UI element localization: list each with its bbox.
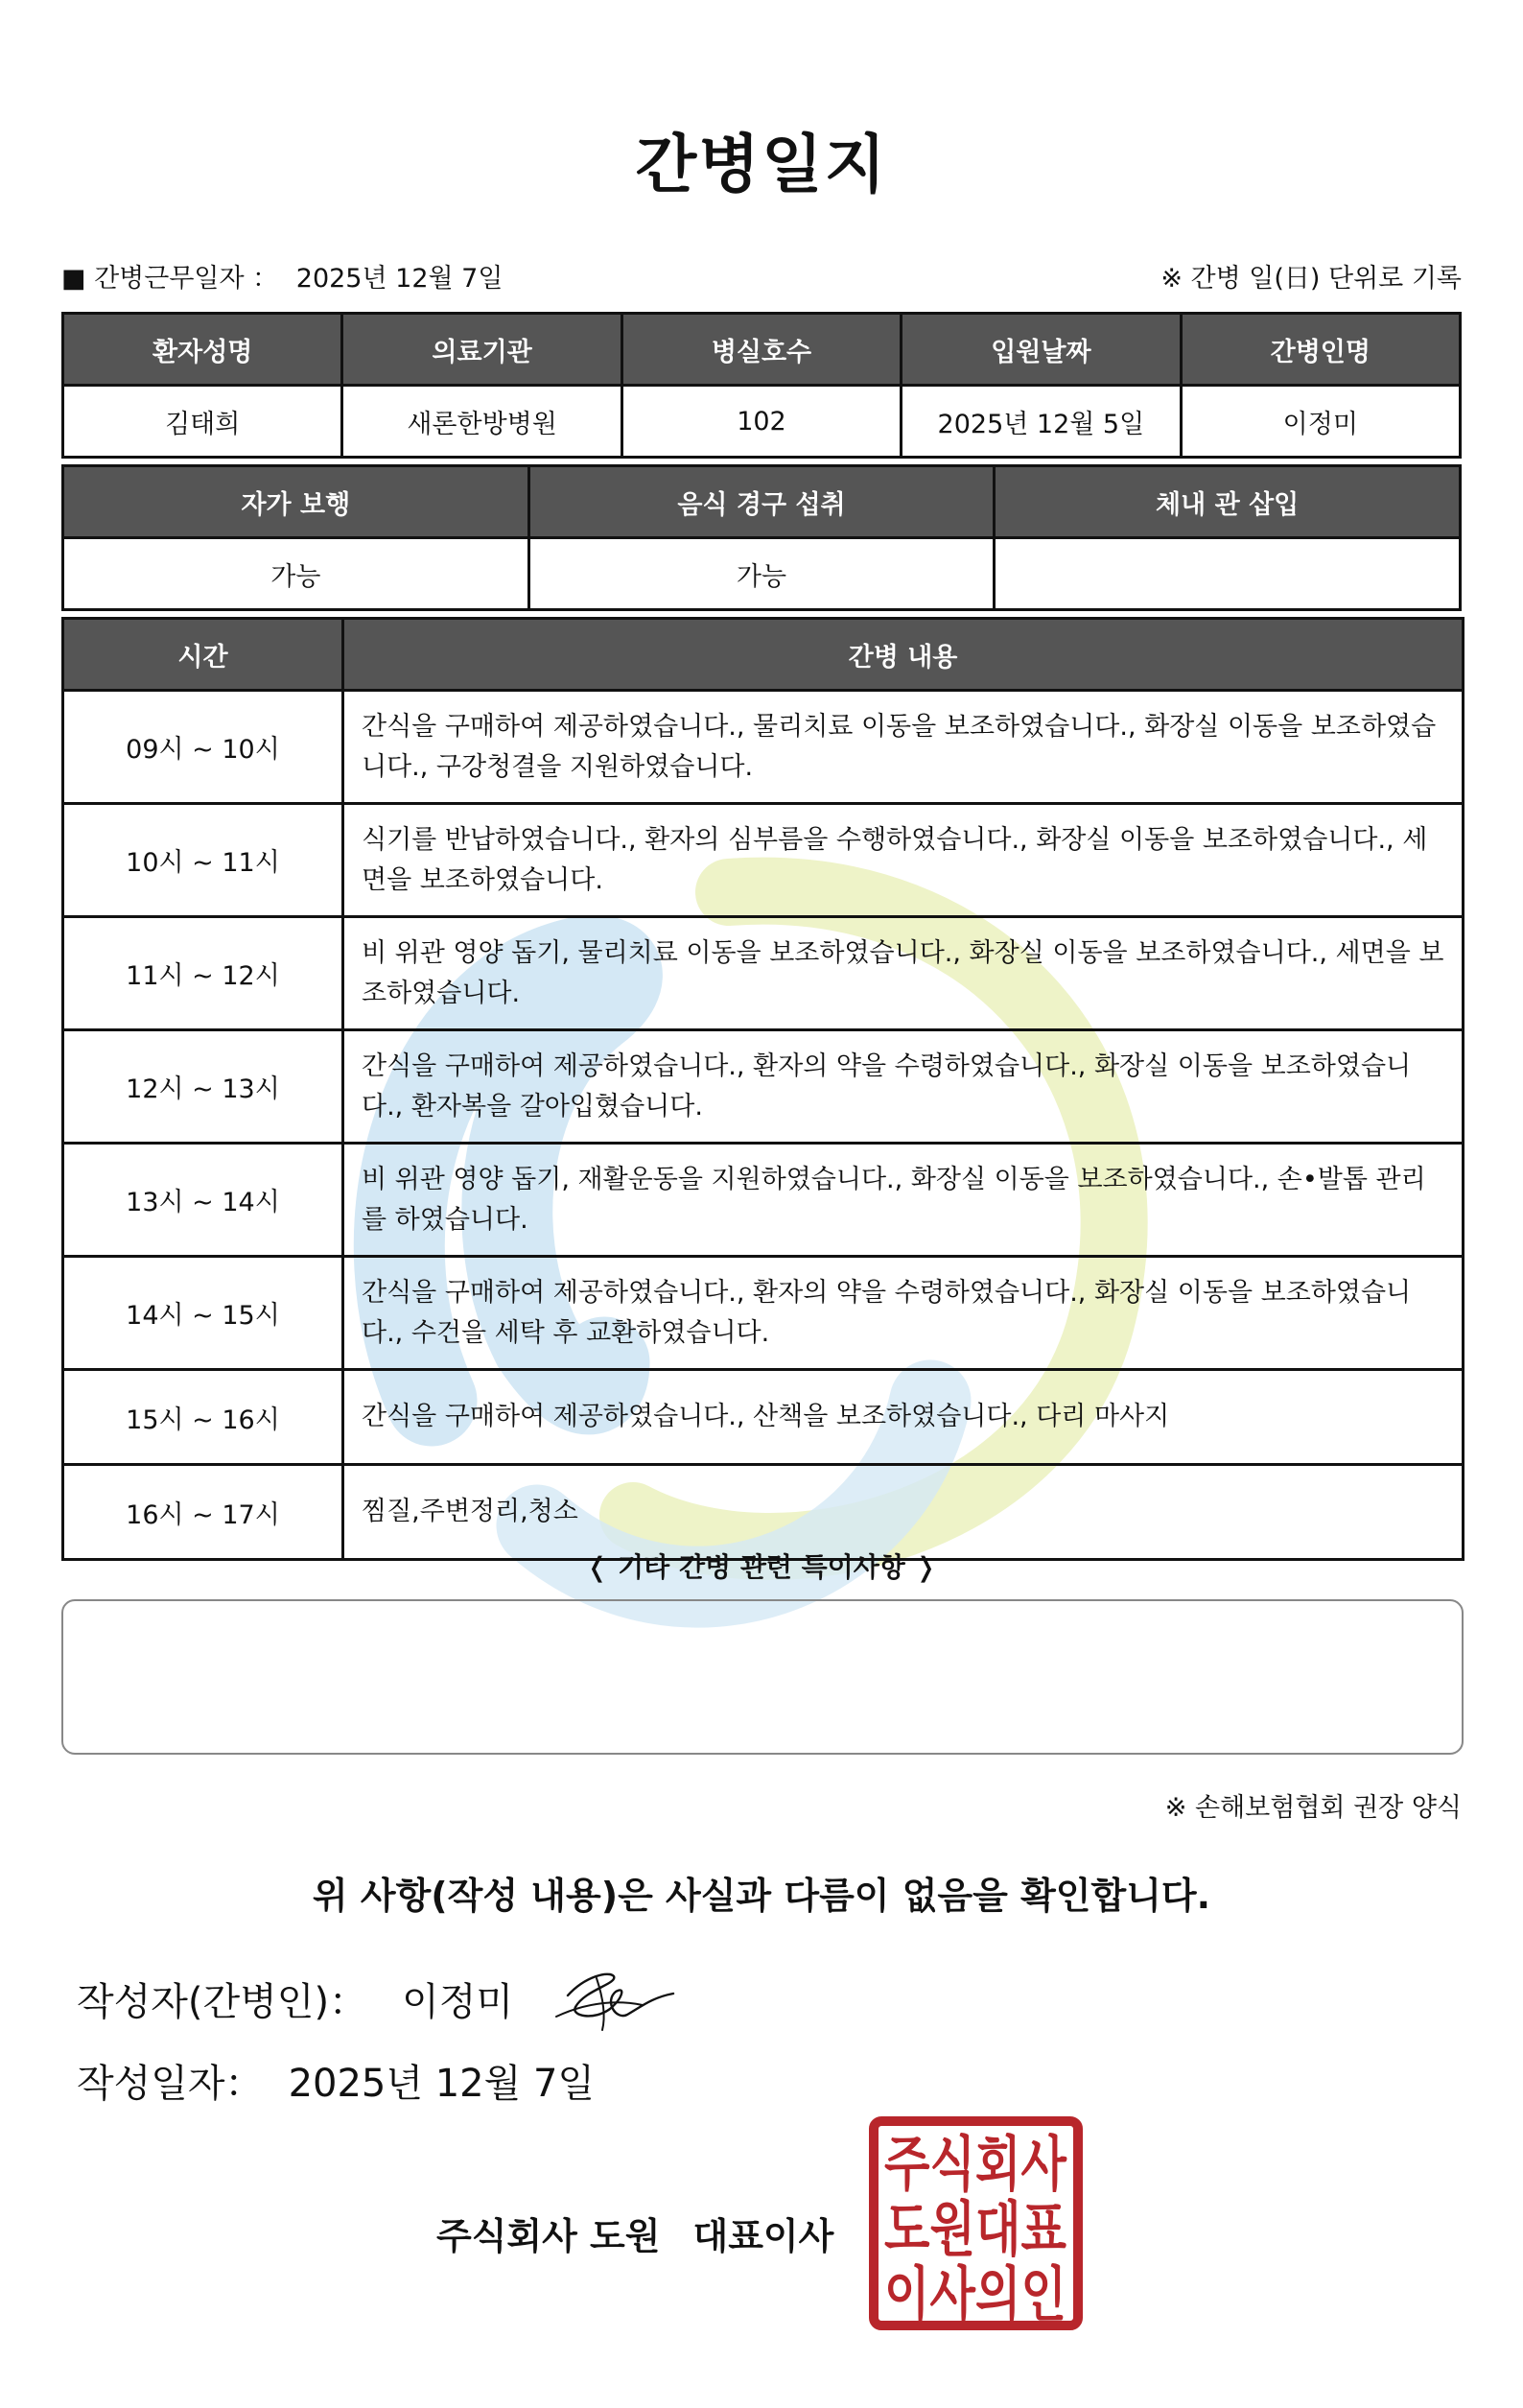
svg-text:주식회사: 주식회사 xyxy=(884,2129,1067,2199)
writer-name: 이정미 xyxy=(402,1980,513,2024)
patient-name: 김태희 xyxy=(63,386,342,458)
work-date-row xyxy=(61,257,503,295)
room-number: 102 xyxy=(621,386,901,458)
time-slot: 16시 ~ 17시 xyxy=(63,1465,343,1560)
header-time: 시간 xyxy=(63,619,343,691)
header-self-walking: 자가 보행 xyxy=(63,466,529,538)
oral-intake-value: 가능 xyxy=(528,538,995,610)
recommended-form-note: ※ 손해보험협회 권장 양식 xyxy=(1164,1793,1462,1823)
writer-row xyxy=(77,1971,513,2026)
table-row xyxy=(63,1144,1464,1257)
header-care-content: 간병 내용 xyxy=(343,619,1464,691)
confirmation-statement: 위 사항(작성 내용)은 사실과 다름이 없음을 확인합니다. xyxy=(312,1875,1211,1917)
table-row xyxy=(63,804,1464,917)
header-oral-intake: 음식 경구 섭취 xyxy=(528,466,995,538)
care-content: 간식을 구매하여 제공하였습니다., 환자의 약을 수령하였습니다., 화장실 이동을 보조하였습니다., 수건을 세탁 후 교환하였습니다. xyxy=(343,1257,1464,1370)
care-content: 찜질,주변정리,청소 xyxy=(343,1465,1464,1560)
time-slot: 12시 ~ 13시 xyxy=(63,1030,343,1144)
table-row xyxy=(63,1030,1464,1144)
patient-status-table xyxy=(61,464,1462,611)
care-content: 간식을 구매하여 제공하였습니다., 환자의 약을 수령하였습니다., 화장실 이동을 보조하였습니다., 환자복을 갈아입혔습니다. xyxy=(343,1030,1464,1144)
writer-label: 작성자(간병인)： xyxy=(77,1980,368,2024)
work-date-label: ■ 간병근무일자 ： xyxy=(61,264,279,294)
handwritten-signature xyxy=(547,1957,681,2034)
table-row xyxy=(63,1257,1464,1370)
care-content: 식기를 반납하였습니다., 환자의 심부름을 수행하였습니다., 화장실 이동을 보조하였습니다., 세면을 보조하였습니다. xyxy=(343,804,1464,917)
table-row xyxy=(63,1370,1464,1465)
hospital-name: 새론한방병원 xyxy=(342,386,621,458)
svg-text:이사의인: 이사의인 xyxy=(884,2259,1066,2329)
care-content: 간식을 구매하여 제공하였습니다., 물리치료 이동을 보조하였습니다., 화장실 이동을 보조하였습니다., 구강청결을 지원하였습니다. xyxy=(343,691,1464,804)
care-content: 비 위관 영양 돕기, 물리치료 이동을 보조하였습니다., 화장실 이동을 보조하였습니다., 세면을 보조하였습니다. xyxy=(343,917,1464,1030)
patient-info-table xyxy=(61,312,1462,459)
self-walking-value: 가능 xyxy=(63,538,529,610)
company-seal-stamp xyxy=(868,2115,1084,2331)
company-signature-line xyxy=(436,2207,833,2259)
header-room-number: 병실호수 xyxy=(621,314,901,386)
time-slot: 09시 ~ 10시 xyxy=(63,691,343,804)
svg-text:도원대표: 도원대표 xyxy=(884,2194,1067,2264)
time-slot: 10시 ~ 11시 xyxy=(63,804,343,917)
table-row xyxy=(63,1465,1464,1560)
header-hospital: 의료기관 xyxy=(342,314,621,386)
remarks-title: ❬ 기타 간병 관련 특이사항 ❭ xyxy=(585,1551,938,1583)
care-content: 간식을 구매하여 제공하였습니다., 산책을 보조하였습니다., 다리 마사지 xyxy=(343,1370,1464,1465)
written-date-value: 2025년 12월 7일 xyxy=(288,2062,596,2106)
header-patient-name: 환자성명 xyxy=(63,314,342,386)
company-name: 주식회사 도원 xyxy=(436,2215,661,2257)
care-log-table xyxy=(61,617,1464,1561)
document-title: 간병일지 xyxy=(635,128,888,201)
time-slot: 11시 ~ 12시 xyxy=(63,917,343,1030)
ceo-label: 대표이사 xyxy=(692,2215,834,2257)
work-date-value: 2025년 12월 7일 xyxy=(295,264,504,294)
header-admission-date: 입원날짜 xyxy=(902,314,1181,386)
remarks-box[interactable] xyxy=(61,1599,1464,1755)
header-tube-insertion: 체내 관 삽입 xyxy=(995,466,1461,538)
tube-insertion-value xyxy=(995,538,1461,610)
table-row xyxy=(63,917,1464,1030)
time-slot: 14시 ~ 15시 xyxy=(63,1257,343,1370)
written-date-label: 작성일자： xyxy=(77,2062,264,2106)
care-content: 비 위관 영양 돕기, 재활운동을 지원하였습니다., 화장실 이동을 보조하였습니다., 손•발톱 관리를 하였습니다. xyxy=(343,1144,1464,1257)
time-slot: 13시 ~ 14시 xyxy=(63,1144,343,1257)
caregiver-name: 이정미 xyxy=(1181,386,1460,458)
table-row xyxy=(63,691,1464,804)
time-slot: 15시 ~ 16시 xyxy=(63,1370,343,1465)
written-date-row xyxy=(77,2053,595,2108)
header-caregiver-name: 간병인명 xyxy=(1181,314,1460,386)
daily-record-note: ※ 간병 일(日) 단위로 기록 xyxy=(1160,264,1462,294)
admission-date: 2025년 12월 5일 xyxy=(902,386,1181,458)
